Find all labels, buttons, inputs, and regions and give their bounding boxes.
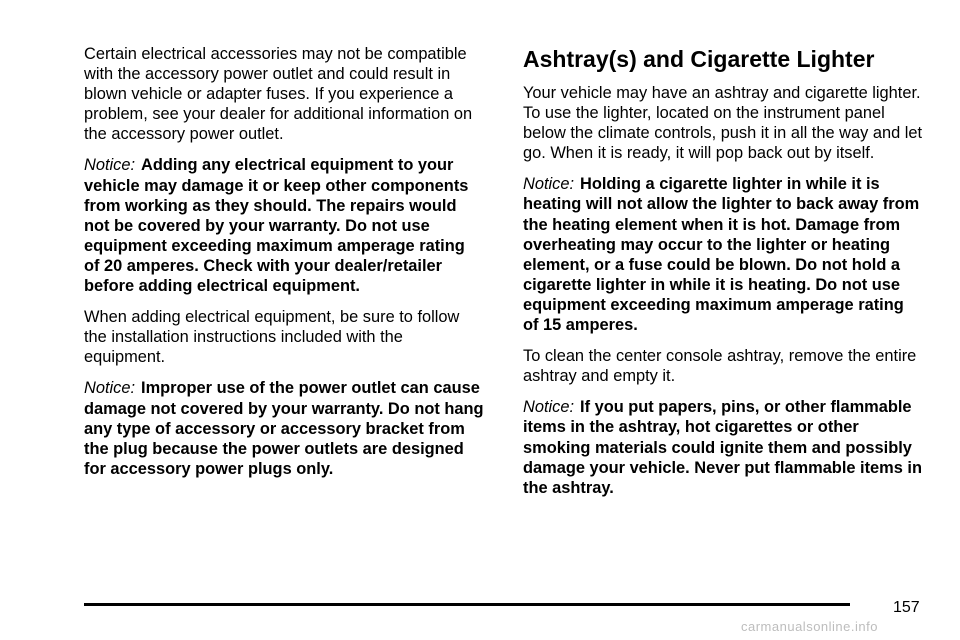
notice-label: Notice: xyxy=(84,379,136,398)
notice-electrical-equipment xyxy=(84,155,484,296)
notice-label: Notice: xyxy=(523,398,575,417)
notice-flammable-items xyxy=(523,397,923,497)
footer-rule xyxy=(84,603,850,606)
section-heading: Ashtray(s) and Cigarette Lighter xyxy=(523,46,875,72)
lighter-usage-paragraph: Your vehicle may have an ashtray and cigarette lighter. To use the lighter, located on the instrument panel below the climate controls, push it in all the way and let go. When it is ready, it will pop back out by itself. xyxy=(523,84,923,163)
notice-text: If you put papers, pins, or other flammable items in the ashtray, hot cigarettes or other smoking materials could ignite them and possibly damage your vehicle. Never put flammable items in the ashtray. xyxy=(523,398,922,497)
page-number: 157 xyxy=(893,599,920,616)
accessory-compatibility-paragraph: Certain electrical accessories may not be compatible with the accessory power outlet and could result in blown vehicle or adapter fuses. If you experience a problem, see your dealer for additional information on the accessory power outlet. xyxy=(84,45,473,144)
ashtray-cleaning-paragraph: To clean the center console ashtray, remove the entire ashtray and empty it. xyxy=(523,347,917,386)
notice-text: Holding a cigarette lighter in while it is heating will not allow the lighter to back away from the heating element when it is hot. Damage from overheating may occur to the lighter or heating element, or a fuse could be blown. Do not hold a cigarette lighter in while it is heating. Do not use equipment exceeding maximum amperage rating of 15 amperes. xyxy=(523,175,920,335)
notice-power-outlet xyxy=(84,378,484,478)
notice-text: Improper use of the power outlet can cause damage not covered by your warranty. Do not hang any type of accessory or accessory bracket from the plug because the power outlets are designed for accessory power plugs only. xyxy=(84,379,484,478)
notice-label: Notice: xyxy=(523,175,575,194)
right-column xyxy=(523,44,923,509)
watermark: carmanualsonline.info xyxy=(741,619,878,634)
notice-text: Adding any electrical equipment to your vehicle may damage it or keep other components from working as they should. The repairs would not be covered by your warranty. Do not use equipment exceeding maximum amperage rating of 20 amperes. Check with your dealer/retailer before adding electrical equipment. xyxy=(84,156,469,296)
installation-instructions-paragraph: When adding electrical equipment, be sure to follow the installation instructions included with the equipment. xyxy=(84,308,460,367)
notice-cigarette-lighter xyxy=(523,174,923,335)
left-column xyxy=(84,44,484,490)
notice-label: Notice: xyxy=(84,156,136,175)
